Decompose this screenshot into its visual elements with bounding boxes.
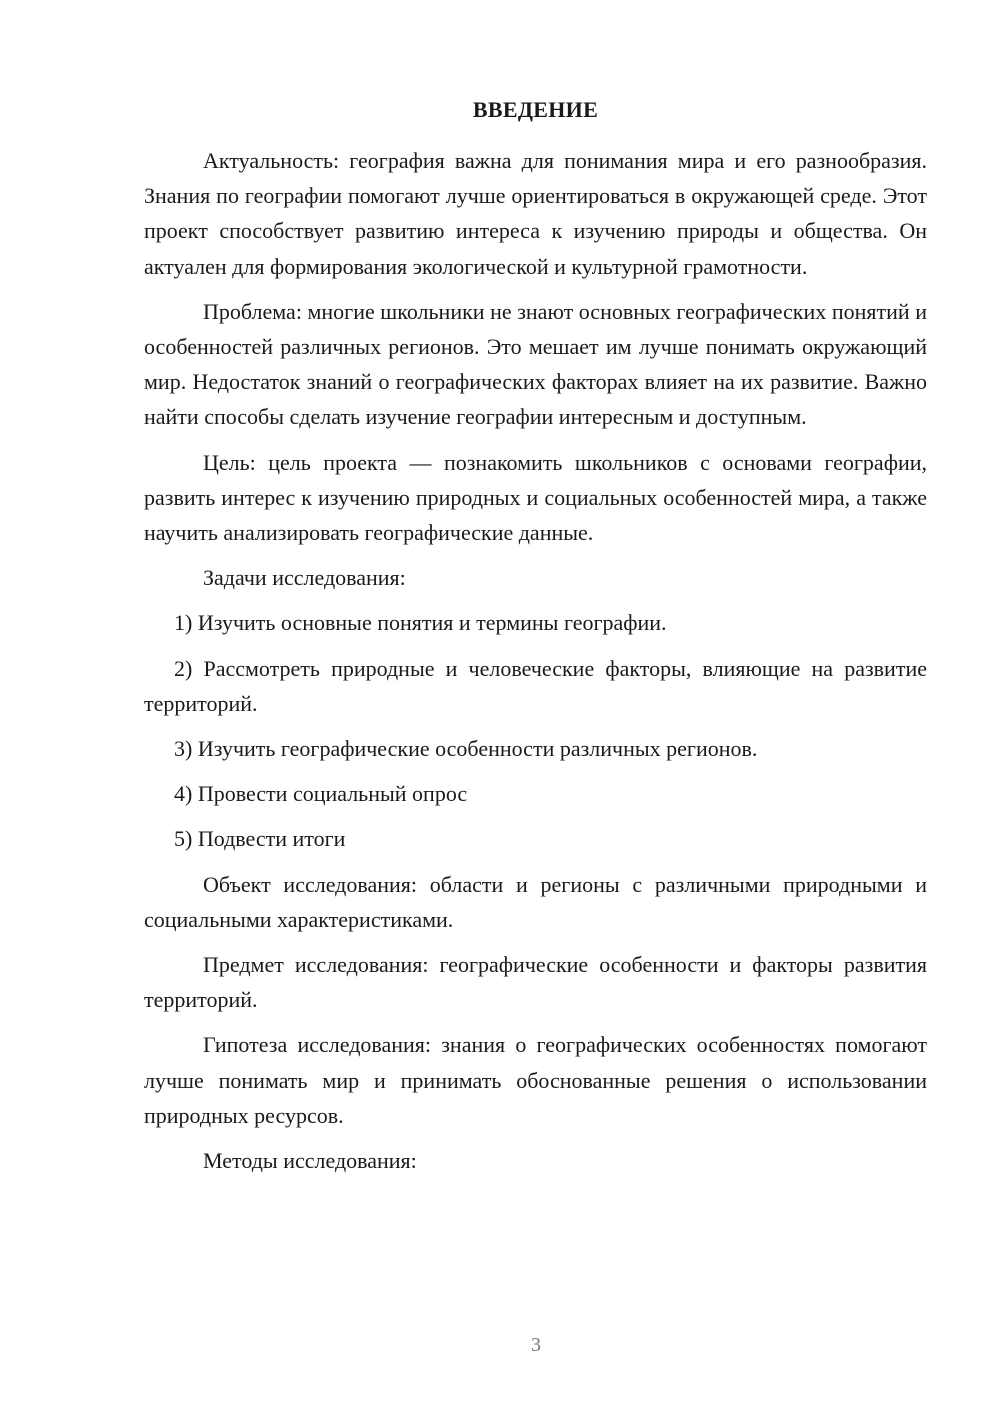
task-item: 3) Изучить географические особенности различных регионов. [174, 736, 758, 762]
section-heading: ВВЕДЕНИЕ [472, 97, 599, 122]
page-number: 3 [531, 1334, 541, 1356]
methods-heading: Методы исследования: [203, 1148, 417, 1174]
task-item: 5) Подвести итоги [174, 826, 346, 852]
goal-paragraph: Цель: цель проекта — познакомить школьников с основами географии, развить интерес к изучению природных и социальных особенностей мира, а также научить анализировать географические данные. [144, 449, 927, 546]
tasks-heading: Задачи исследования: [203, 565, 406, 591]
relevance-paragraph: Актуальность: география важна для понимания мира и его разнообразия. Знания по географии помогают лучше ориентироваться в окружающей среде. Этот проект способствует развитию интереса к изучению природы и общества. Он актуален для формирования экологической и культурной грамотности. [144, 148, 927, 279]
task-item: 4) Провести социальный опрос [174, 781, 468, 807]
object-paragraph: Объект исследования: области и регионы с различными природными и социальными характеристиками. [144, 871, 927, 932]
hypothesis-paragraph: Гипотеза исследования: знания о географических особенностях помогают лучше понимать мир и принимать обоснованные решения о использовании природных ресурсов. [144, 1032, 927, 1128]
document-body [144, 143, 927, 1188]
subject-paragraph: Предмет исследования: географические особенности и факторы развития территорий. [144, 952, 927, 1013]
task-item: 1) Изучить основные понятия и термины географии. [174, 610, 667, 636]
problem-paragraph: Проблема: многие школьники не знают основных географических понятий и особенностей различных регионов. Это мешает им лучше понимать окружающий мир. Недостаток знаний о географических факторах влияет на их развитие. Важно найти способы сделать изучение географии интересным и доступным. [144, 298, 927, 430]
task-item: 2) Рассмотреть природные и человеческие факторы, влияющие на развитие территорий. [144, 655, 927, 716]
